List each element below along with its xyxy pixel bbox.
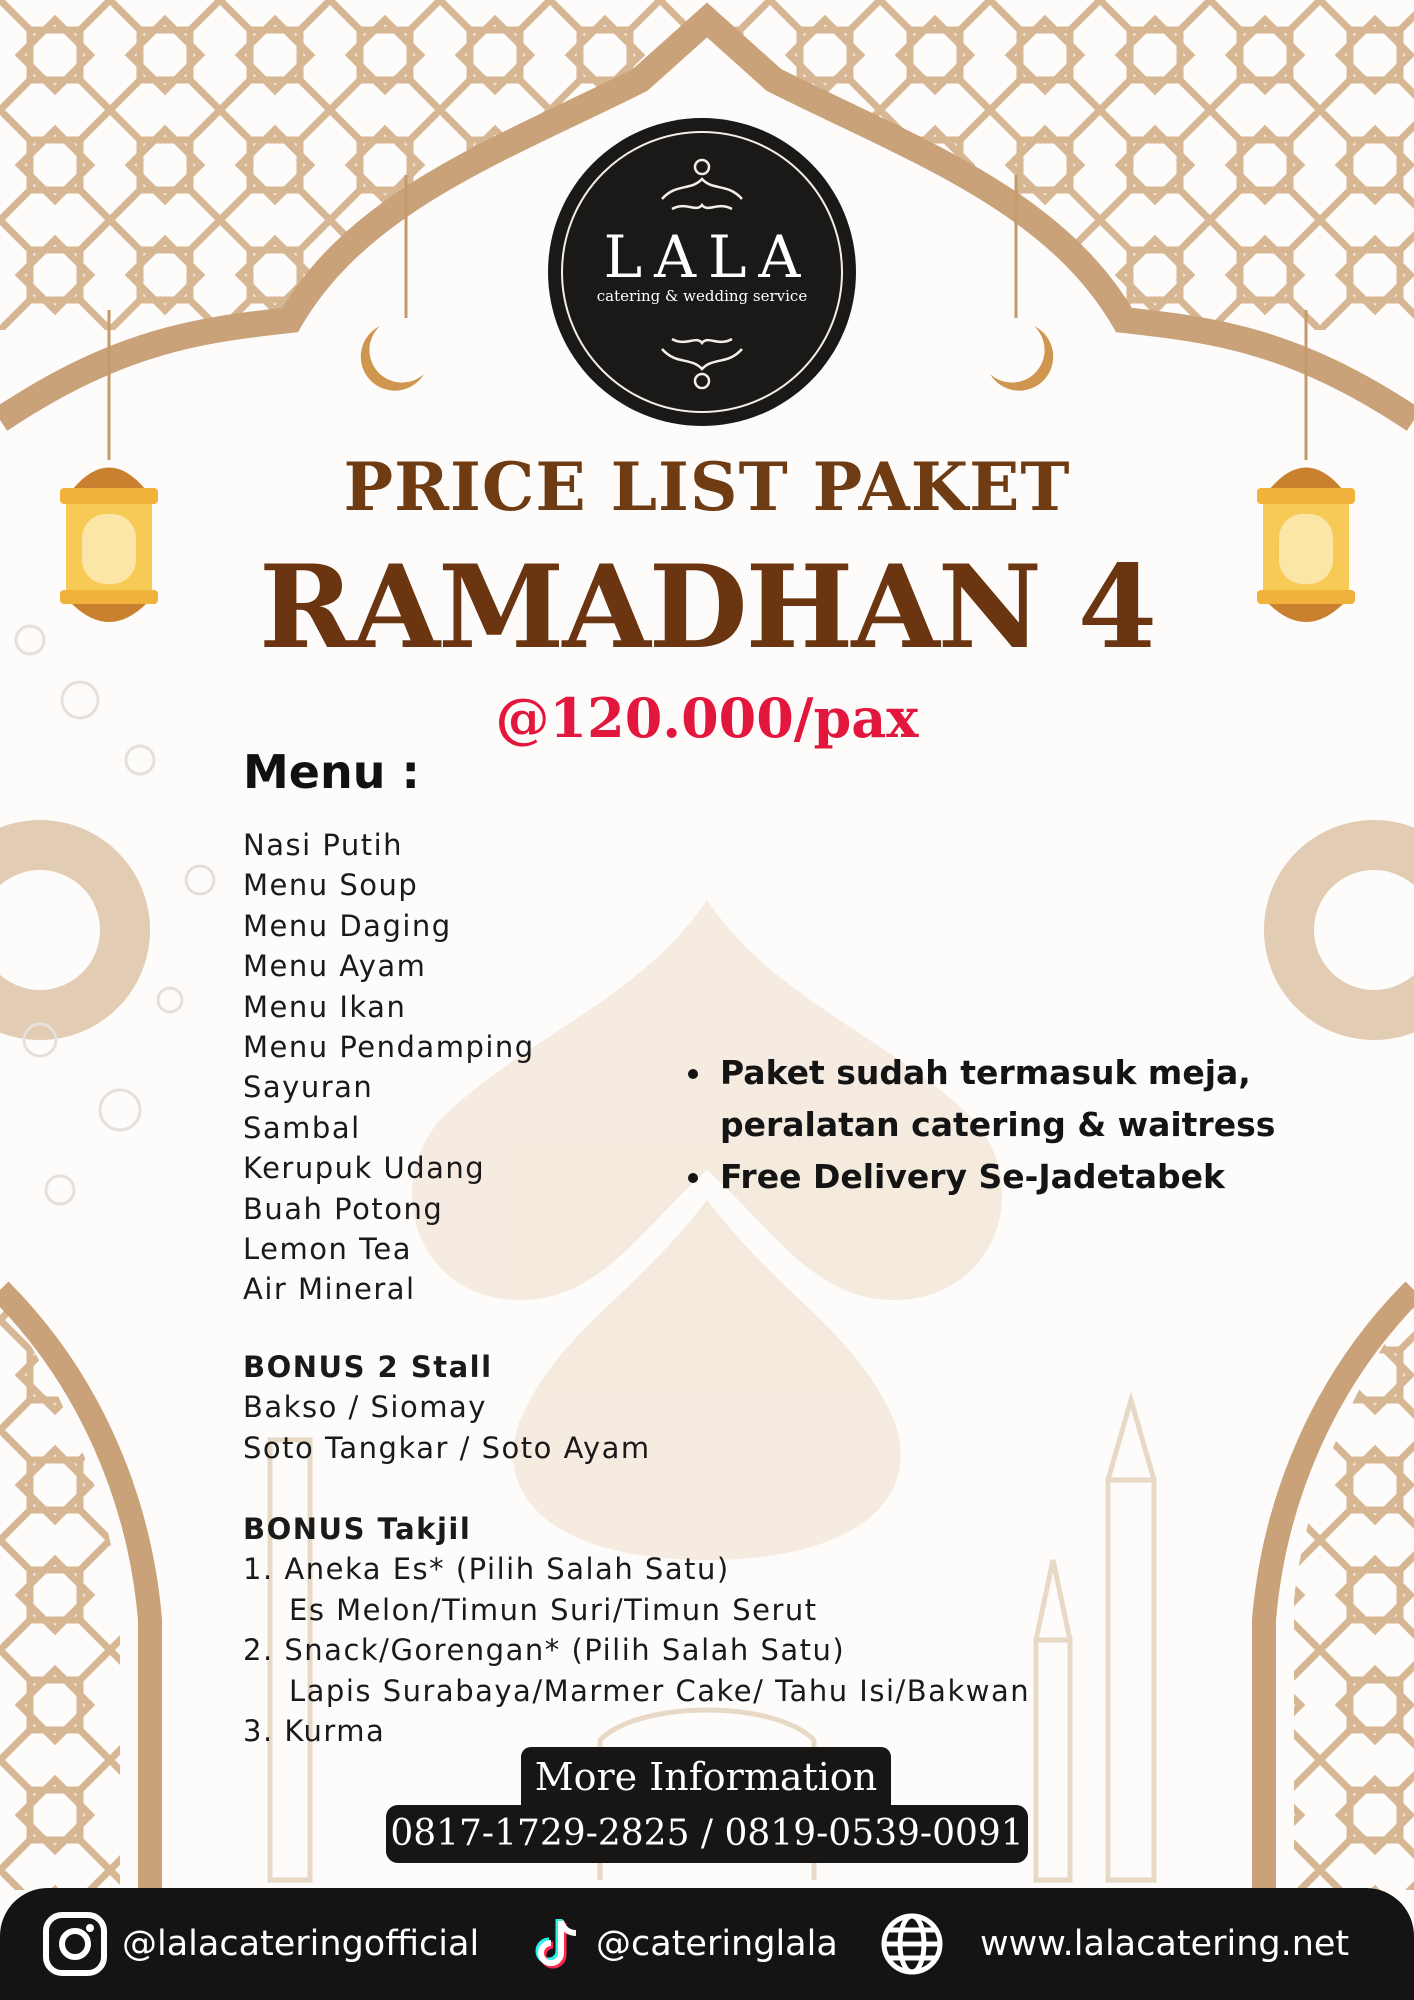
bonus-stall-item: Soto Tangkar / Soto Ayam [243,1430,651,1465]
instagram-icon [42,1911,108,1977]
bonus-stall-item: Bakso / Siomay [243,1390,487,1425]
instagram-link[interactable] [42,1888,479,2000]
menu-item: Air Mineral [243,1272,416,1307]
takjil-line: Lapis Surabaya/Marmer Cake/ Tahu Isi/Bakwan [289,1673,1031,1708]
takjil-line: Es Melon/Timun Suri/Timun Serut [289,1592,818,1627]
globe-icon [880,1912,944,1976]
brand-logo [551,121,853,423]
tiktok-link[interactable] [534,1888,838,2000]
website-link[interactable] [880,1888,1349,2000]
menu-item: Menu Daging [243,908,452,943]
takjil-line: 1. Aneka Es* (Pilih Salah Satu) [243,1552,730,1587]
bonus-takjil-heading: BONUS Takjil [243,1512,472,1546]
menu-item: Kerupuk Udang [243,1151,486,1186]
menu-item: Sayuran [243,1070,374,1105]
logo-tagline: catering & wedding service [596,287,808,305]
bonus-stall-heading: BONUS 2 Stall [243,1350,493,1384]
package-price: @120.000/pax [495,686,919,750]
more-information-label: More Information [521,1747,891,1807]
bonus-stall-section [243,1347,651,1468]
menu-item: Menu Pendamping [243,1030,535,1065]
bonus-takjil-section [243,1509,1030,1751]
takjil-line: 3. Kurma [243,1714,386,1749]
tiktok-icon [534,1917,582,1971]
menu-item: Nasi Putih [243,828,404,862]
footer-bar [0,1888,1414,2000]
menu-item: Buah Potong [243,1191,444,1226]
website-url: www.lalacatering.net [980,1924,1350,1964]
menu-item: Menu Ikan [243,989,407,1024]
menu-item: Sambal [243,1110,361,1145]
logo-name: LALA [603,223,813,291]
note-item: Free Delivery Se-Jadetabek [688,1151,1348,1203]
tiktok-handle: @cateringlala [596,1924,838,1964]
takjil-line: 2. Snack/Gorengan* (Pilih Salah Satu) [243,1633,846,1668]
title-price-list: PRICE LIST PAKET [343,448,1071,526]
menu-item: Menu Soup [243,868,419,903]
contact-phones: 0817-1729-2825 / 0819-0539-0091 [386,1805,1028,1863]
menu-item: Menu Ayam [243,949,427,984]
menu-heading: Menu : [243,745,420,799]
note-item: Paket sudah termasuk meja, peralatan catering & waitress [688,1047,1348,1151]
instagram-handle: @lalacateringofficial [122,1924,480,1964]
package-notes [688,1047,1348,1203]
menu-list [243,825,535,1310]
menu-item: Lemon Tea [243,1232,412,1267]
title-package-name: RAMADHAN 4 [258,540,1156,674]
